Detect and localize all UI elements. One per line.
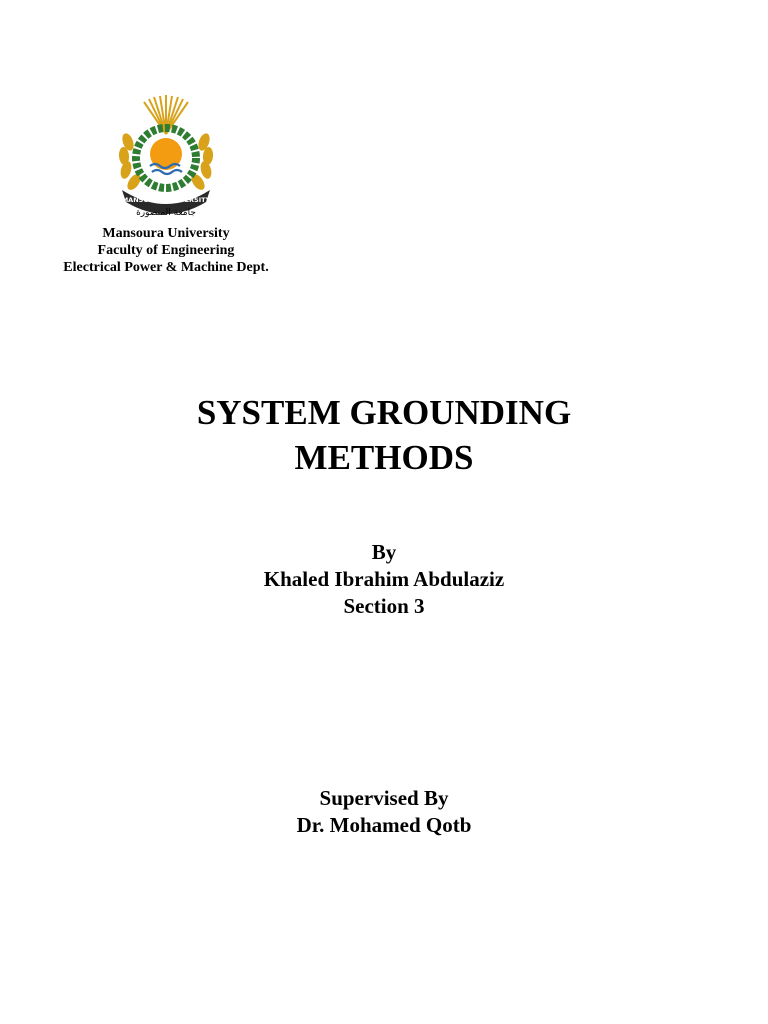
institution-block [40,225,292,276]
by-label: By [371,540,397,564]
supervisor-block [0,785,768,839]
university-logo [114,94,218,220]
supervisor-name: Dr. Mohamed Qotb [296,813,472,837]
document-title [0,390,768,480]
author-name: Khaled Ibrahim Abdulaziz [263,567,505,591]
mansoura-university-emblem [114,94,218,220]
department-name: Electrical Power & Machine Dept. [63,260,269,275]
supervised-by-label: Supervised By [319,786,449,810]
faculty-name: Faculty of Engineering [97,243,235,258]
university-name: Mansoura University [102,226,230,241]
title-line-2: METHODS [294,438,474,477]
author-section: Section 3 [343,594,425,618]
author-block [0,539,768,620]
logo-arabic-text: جامعة المنصورة [136,208,196,218]
logo-arc-text: MANSOURA UNIVERSITY [121,196,211,204]
title-line-1: SYSTEM GROUNDING [196,393,572,432]
